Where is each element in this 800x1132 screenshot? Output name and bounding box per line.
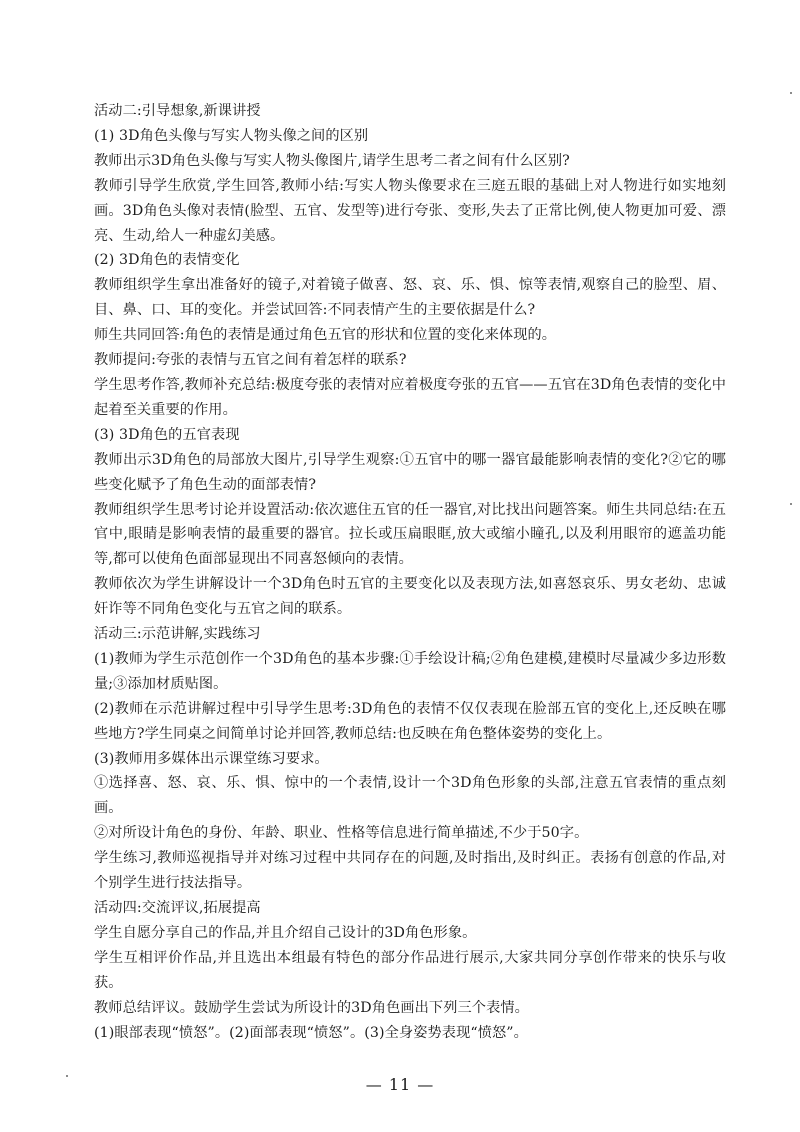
paragraph: 教师组织学生拿出准备好的镜子,对着镜子做喜、怒、哀、乐、惧、惊等表情,观察自己的脸型、眉、目、鼻、口、耳的变化。并尝试回答:不同表情产生的主要依据是什么? [94, 277, 726, 319]
paragraph: (1)眼部表现“愤怒”。(2)面部表现“愤怒”。(3)全身姿势表现“愤怒”。 [94, 1024, 528, 1041]
scan-speck [790, 503, 792, 505]
section-heading: (2) 3D角色的表情变化 [94, 252, 240, 269]
activity-heading: 活动三:示范讲解,实践练习 [94, 626, 261, 643]
list-item: ②对所设计角色的身份、年龄、职业、性格等信息进行简单描述,不少于50字。 [94, 825, 589, 842]
activity-heading: 活动二:引导想象,新课讲授 [94, 103, 261, 119]
paragraph: 教师出示3D角色的局部放大图片,引导学生观察:①五官中的哪一器官最能影响表情的变化?②它的哪些变化赋予了角色生动的面部表情? [94, 451, 726, 493]
paragraph: (3)教师用多媒体出示课堂练习要求。 [94, 750, 329, 767]
paragraph: 教师组织学生思考讨论并设置活动:依次遮住五官的任一器官,对比找出问题答案。师生共同总结:在五官中,眼睛是影响表情的最重要的器官。拉长或压扁眼眶,放大或缩小瞳孔,以及利用眼帘的遮盖功能等,都可以使角色面部显现出不同喜怒倾向的表情。 [94, 501, 726, 568]
paragraph: 教师提问:夸张的表情与五官之间有着怎样的联系? [94, 352, 407, 369]
section-heading: (3) 3D角色的五官表现 [94, 426, 240, 443]
list-item: ①选择喜、怒、哀、乐、惧、惊中的一个表情,设计一个3D角色形象的头部,注意五官表情的重点刻画。 [94, 775, 726, 817]
paragraph: 教师总结评议。鼓励学生尝试为所设计的3D角色画出下列三个表情。 [94, 999, 529, 1016]
paragraph: 学生自愿分享自己的作品,并且介绍自己设计的3D角色形象。 [94, 924, 477, 941]
paragraph: 师生共同回答:角色的表情是通过角色五官的形状和位置的变化来体现的。 [94, 327, 557, 344]
paragraph: (1)教师为学生示范创作一个3D角色的基本步骤:①手绘设计稿;②角色建模,建模时尽量减少多边形数量;③添加材质贴图。 [94, 650, 726, 692]
section-heading: (1) 3D角色头像与写实人物头像之间的区别 [94, 127, 369, 144]
scan-speck [66, 1075, 68, 1077]
paragraph: 学生思考作答,教师补充总结:极度夸张的表情对应着极度夸张的五官——五官在3D角色表情的变化中起着至关重要的作用。 [94, 376, 726, 418]
paragraph: 学生练习,教师巡视指导并对练习过程中共同存在的问题,及时指出,及时纠正。表扬有创意的作品,对个别学生进行技法指导。 [94, 850, 726, 892]
activity-heading: 活动四:交流评议,拓展提高 [94, 900, 261, 916]
document-body [94, 99, 726, 1045]
scan-speck [790, 92, 792, 94]
paragraph: 教师引导学生欣赏,学生回答,教师小结:写实人物头像要求在三庭五眼的基础上对人物进行如实地刻画。3D角色头像对表情(脸型、五官、发型等)进行夸张、变形,失去了正常比例,使人物更加可爱、漂亮、生动,给人一种虚幻美感。 [94, 177, 726, 244]
paragraph: (2)教师在示范讲解过程中引导学生思考:3D角色的表情不仅仅表现在脸部五官的变化上,还反映在哪些地方?学生同桌之间简单讨论并回答,教师总结:也反映在角色整体姿势的变化上。 [94, 700, 726, 742]
paragraph: 学生互相评价作品,并且选出本组最有特色的部分作品进行展示,大家共同分享创作带来的快乐与收获。 [94, 949, 726, 991]
paragraph: 教师依次为学生讲解设计一个3D角色时五官的主要变化以及表现方法,如喜怒哀乐、男女老幼、忠诚奸诈等不同角色变化与五官之间的联系。 [94, 576, 726, 618]
paragraph: 教师出示3D角色头像与写实人物头像图片,请学生思考二者之间有什么区别? [94, 152, 570, 169]
page-number: — 11 — [365, 1075, 435, 1094]
